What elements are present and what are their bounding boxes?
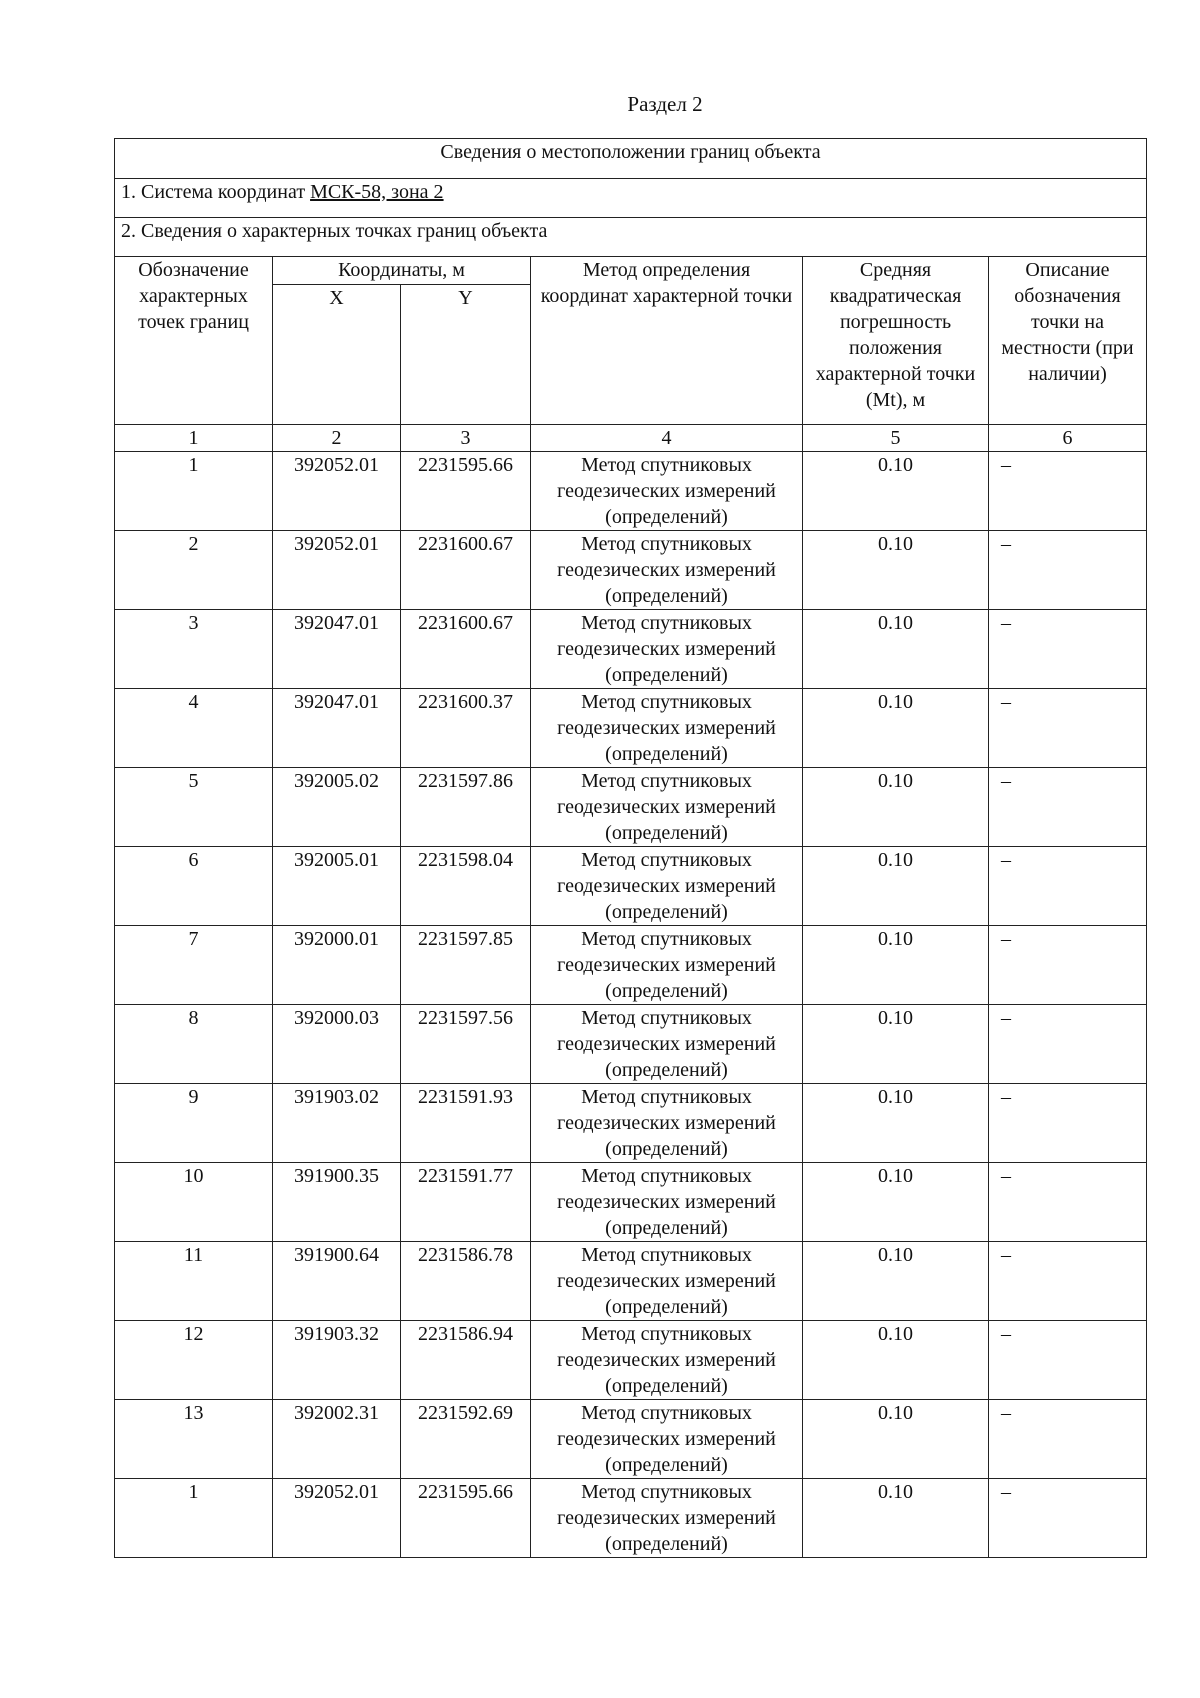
method-cell: Метод спутниковых геодезических измерений (определений) (531, 689, 803, 768)
description-cell: – (989, 1242, 1147, 1321)
point-id-cell: 2 (115, 531, 273, 610)
point-id-cell: 10 (115, 1163, 273, 1242)
x-coordinate-cell: 392047.01 (273, 610, 401, 689)
description-cell: – (989, 610, 1147, 689)
y-coordinate-cell: 2231586.78 (401, 1242, 531, 1321)
table-row (115, 1479, 1147, 1558)
y-coordinate-cell: 2231597.56 (401, 1005, 531, 1084)
description-cell: – (989, 847, 1147, 926)
point-id-cell: 7 (115, 926, 273, 1005)
method-cell: Метод спутниковых геодезических измерений (определений) (531, 1242, 803, 1321)
y-coordinate-cell: 2231600.37 (401, 689, 531, 768)
accuracy-cell: 0.10 (803, 1400, 989, 1479)
accuracy-cell: 0.10 (803, 926, 989, 1005)
y-coordinate-cell: 2231591.77 (401, 1163, 531, 1242)
accuracy-cell: 0.10 (803, 847, 989, 926)
y-coordinate-cell: 2231600.67 (401, 531, 531, 610)
x-coordinate-cell: 391903.32 (273, 1321, 401, 1400)
x-coordinate-cell: 392005.02 (273, 768, 401, 847)
x-coordinate-cell: 392052.01 (273, 452, 401, 531)
boundary-points-table (114, 138, 1147, 1558)
y-coordinate-cell: 2231591.93 (401, 1084, 531, 1163)
y-coordinate-cell: 2231595.66 (401, 1479, 531, 1558)
table-row (115, 1242, 1147, 1321)
y-coordinate-cell: 2231597.85 (401, 926, 531, 1005)
accuracy-cell: 0.10 (803, 610, 989, 689)
table-row (115, 1163, 1147, 1242)
column-number: 6 (989, 425, 1147, 452)
header-description: Описание обозначения точки на местности (при наличии) (989, 257, 1147, 425)
description-cell: – (989, 1321, 1147, 1400)
x-coordinate-cell: 392052.01 (273, 531, 401, 610)
header-method: Метод определения координат характерной точки (531, 257, 803, 425)
x-coordinate-cell: 392000.01 (273, 926, 401, 1005)
point-id-cell: 13 (115, 1400, 273, 1479)
coordinate-system (115, 179, 1147, 218)
accuracy-cell: 0.10 (803, 689, 989, 768)
column-numbers-row (115, 425, 1147, 452)
point-id-cell: 4 (115, 689, 273, 768)
x-coordinate-cell: 392005.01 (273, 847, 401, 926)
x-coordinate-cell: 391903.02 (273, 1084, 401, 1163)
accuracy-cell: 0.10 (803, 1163, 989, 1242)
method-cell: Метод спутниковых геодезических измерений (определений) (531, 1163, 803, 1242)
y-coordinate-cell: 2231600.67 (401, 610, 531, 689)
x-coordinate-cell: 392000.03 (273, 1005, 401, 1084)
point-id-cell: 1 (115, 1479, 273, 1558)
point-id-cell: 5 (115, 768, 273, 847)
table-row (115, 452, 1147, 531)
description-cell: – (989, 689, 1147, 768)
table-row (115, 610, 1147, 689)
accuracy-cell: 0.10 (803, 1084, 989, 1163)
accuracy-cell: 0.10 (803, 768, 989, 847)
points-heading: 2. Сведения о характерных точках границ объекта (115, 218, 1147, 257)
column-number: 3 (401, 425, 531, 452)
section-title: Раздел 2 (627, 92, 703, 116)
method-cell: Метод спутниковых геодезических измерений (определений) (531, 768, 803, 847)
header-accuracy: Средняя квадратическая погрешность положения характерной точки (Mt), м (803, 257, 989, 425)
accuracy-cell: 0.10 (803, 1479, 989, 1558)
header-x: X (273, 285, 401, 425)
x-coordinate-cell: 391900.35 (273, 1163, 401, 1242)
description-cell: – (989, 768, 1147, 847)
x-coordinate-cell: 392002.31 (273, 1400, 401, 1479)
description-cell: – (989, 1400, 1147, 1479)
header-coordinates: Координаты, м (273, 257, 531, 285)
table-row (115, 768, 1147, 847)
column-number: 4 (531, 425, 803, 452)
coordinate-system-label: 1. Система координат (121, 181, 311, 203)
point-id-cell: 9 (115, 1084, 273, 1163)
point-id-cell: 1 (115, 452, 273, 531)
column-number: 5 (803, 425, 989, 452)
description-cell: – (989, 1479, 1147, 1558)
method-cell: Метод спутниковых геодезических измерений (определений) (531, 452, 803, 531)
description-cell: – (989, 531, 1147, 610)
method-cell: Метод спутниковых геодезических измерений (определений) (531, 1084, 803, 1163)
method-cell: Метод спутниковых геодезических измерений (определений) (531, 1479, 803, 1558)
y-coordinate-cell: 2231597.86 (401, 768, 531, 847)
header-designation: Обозначение характерных точек границ (115, 257, 273, 425)
column-number: 1 (115, 425, 273, 452)
y-coordinate-cell: 2231598.04 (401, 847, 531, 926)
table-row (115, 926, 1147, 1005)
column-number: 2 (273, 425, 401, 452)
method-cell: Метод спутниковых геодезических измерений (определений) (531, 926, 803, 1005)
description-cell: – (989, 926, 1147, 1005)
x-coordinate-cell: 392052.01 (273, 1479, 401, 1558)
method-cell: Метод спутниковых геодезических измерений (определений) (531, 610, 803, 689)
y-coordinate-cell: 2231592.69 (401, 1400, 531, 1479)
description-cell: – (989, 1084, 1147, 1163)
table-row (115, 1400, 1147, 1479)
method-cell: Метод спутниковых геодезических измерений (определений) (531, 1400, 803, 1479)
y-coordinate-cell: 2231586.94 (401, 1321, 531, 1400)
accuracy-cell: 0.10 (803, 531, 989, 610)
description-cell: – (989, 1163, 1147, 1242)
point-id-cell: 8 (115, 1005, 273, 1084)
method-cell: Метод спутниковых геодезических измерений (определений) (531, 847, 803, 926)
table-row (115, 847, 1147, 926)
table-title: Сведения о местоположении границ объекта (115, 139, 1147, 179)
point-id-cell: 6 (115, 847, 273, 926)
y-coordinate-cell: 2231595.66 (401, 452, 531, 531)
description-cell: – (989, 452, 1147, 531)
coordinate-system-value: МСК-58, зона 2 (310, 181, 444, 203)
table-row (115, 1321, 1147, 1400)
accuracy-cell: 0.10 (803, 452, 989, 531)
point-id-cell: 12 (115, 1321, 273, 1400)
point-id-cell: 3 (115, 610, 273, 689)
point-id-cell: 11 (115, 1242, 273, 1321)
table-row (115, 689, 1147, 768)
table-row (115, 1084, 1147, 1163)
table-row (115, 531, 1147, 610)
accuracy-cell: 0.10 (803, 1321, 989, 1400)
method-cell: Метод спутниковых геодезических измерений (определений) (531, 531, 803, 610)
method-cell: Метод спутниковых геодезических измерений (определений) (531, 1321, 803, 1400)
table-row (115, 1005, 1147, 1084)
accuracy-cell: 0.10 (803, 1242, 989, 1321)
x-coordinate-cell: 391900.64 (273, 1242, 401, 1321)
description-cell: – (989, 1005, 1147, 1084)
header-y: Y (401, 285, 531, 425)
x-coordinate-cell: 392047.01 (273, 689, 401, 768)
accuracy-cell: 0.10 (803, 1005, 989, 1084)
method-cell: Метод спутниковых геодезических измерений (определений) (531, 1005, 803, 1084)
